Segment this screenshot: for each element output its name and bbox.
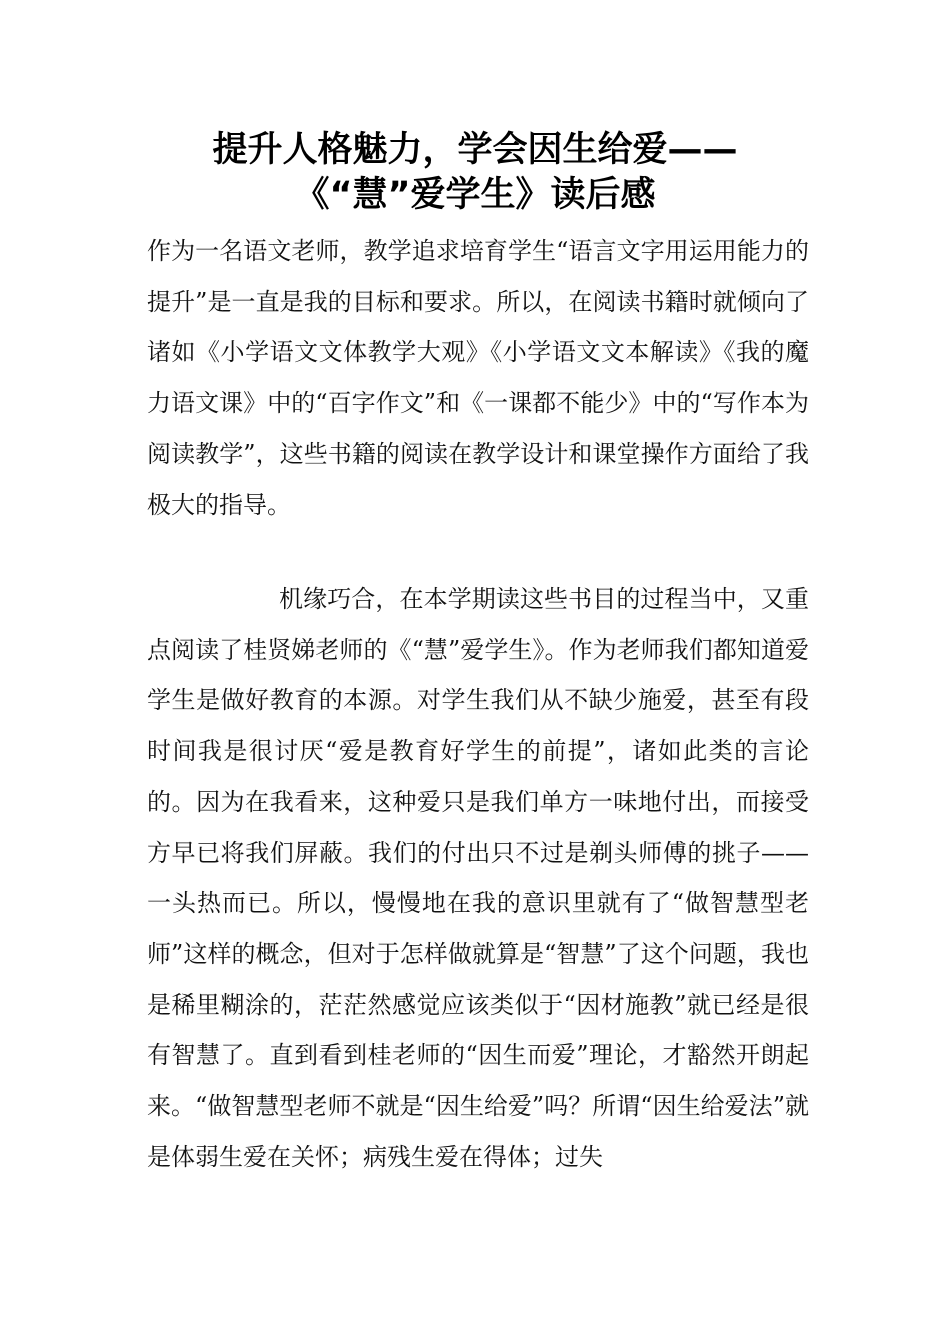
body-paragraph-1: 作为一名语文老师，教学追求培育学生“语言文字用运用能力的提升”是一直是我的目标和要求。所以，在阅读书籍时就倾向了诸如《小学语文文体教学大观》《小学语文文本解读》《我的魔力语文课》中的“百字作文”和《一课都不能少》中的“写作本为阅读教学”，这些书籍的阅读在教学设计和课堂操作方面给了我极大的指导。 — [147, 237, 809, 519]
body-paragraph-2: 机缘巧合，在本学期读这些书目的过程当中，又重点阅读了桂贤娣老师的《“慧”爱学生》。作为老师我们都知道爱学生是做好教育的本源。对学生我们从不缺少施爱，甚至有段时间我是很讨厌“爱是教育好学生的前提”，诸如此类的言论的。因为在我看来，这种爱只是我们单方一味地付出，而接受方早已将我们屏蔽。我们的付出只不过是剃头师傅的挑子——一头热而已。所以，慢慢地在我的意识里就有了“做智慧型老师”这样的概念，但对于怎样做就算是“智慧”了这个问题，我也是稀里糊涂的，茫茫然感觉应该类似于“因材施教”就已经是很有智慧了。直到看到桂老师的“因生而爱”理论，才豁然开朗起来。“做智慧型老师不就是“因生给爱”吗？所谓“因生给爱法”就是体弱生爱在关怀；病残生爱在得体；过失 — [147, 585, 809, 1171]
document-title-line-2: 《“慧”爱学生》读后感 — [294, 175, 656, 215]
document-title-line-1: 提升人格魅力，学会因生给爱—— — [212, 130, 738, 170]
